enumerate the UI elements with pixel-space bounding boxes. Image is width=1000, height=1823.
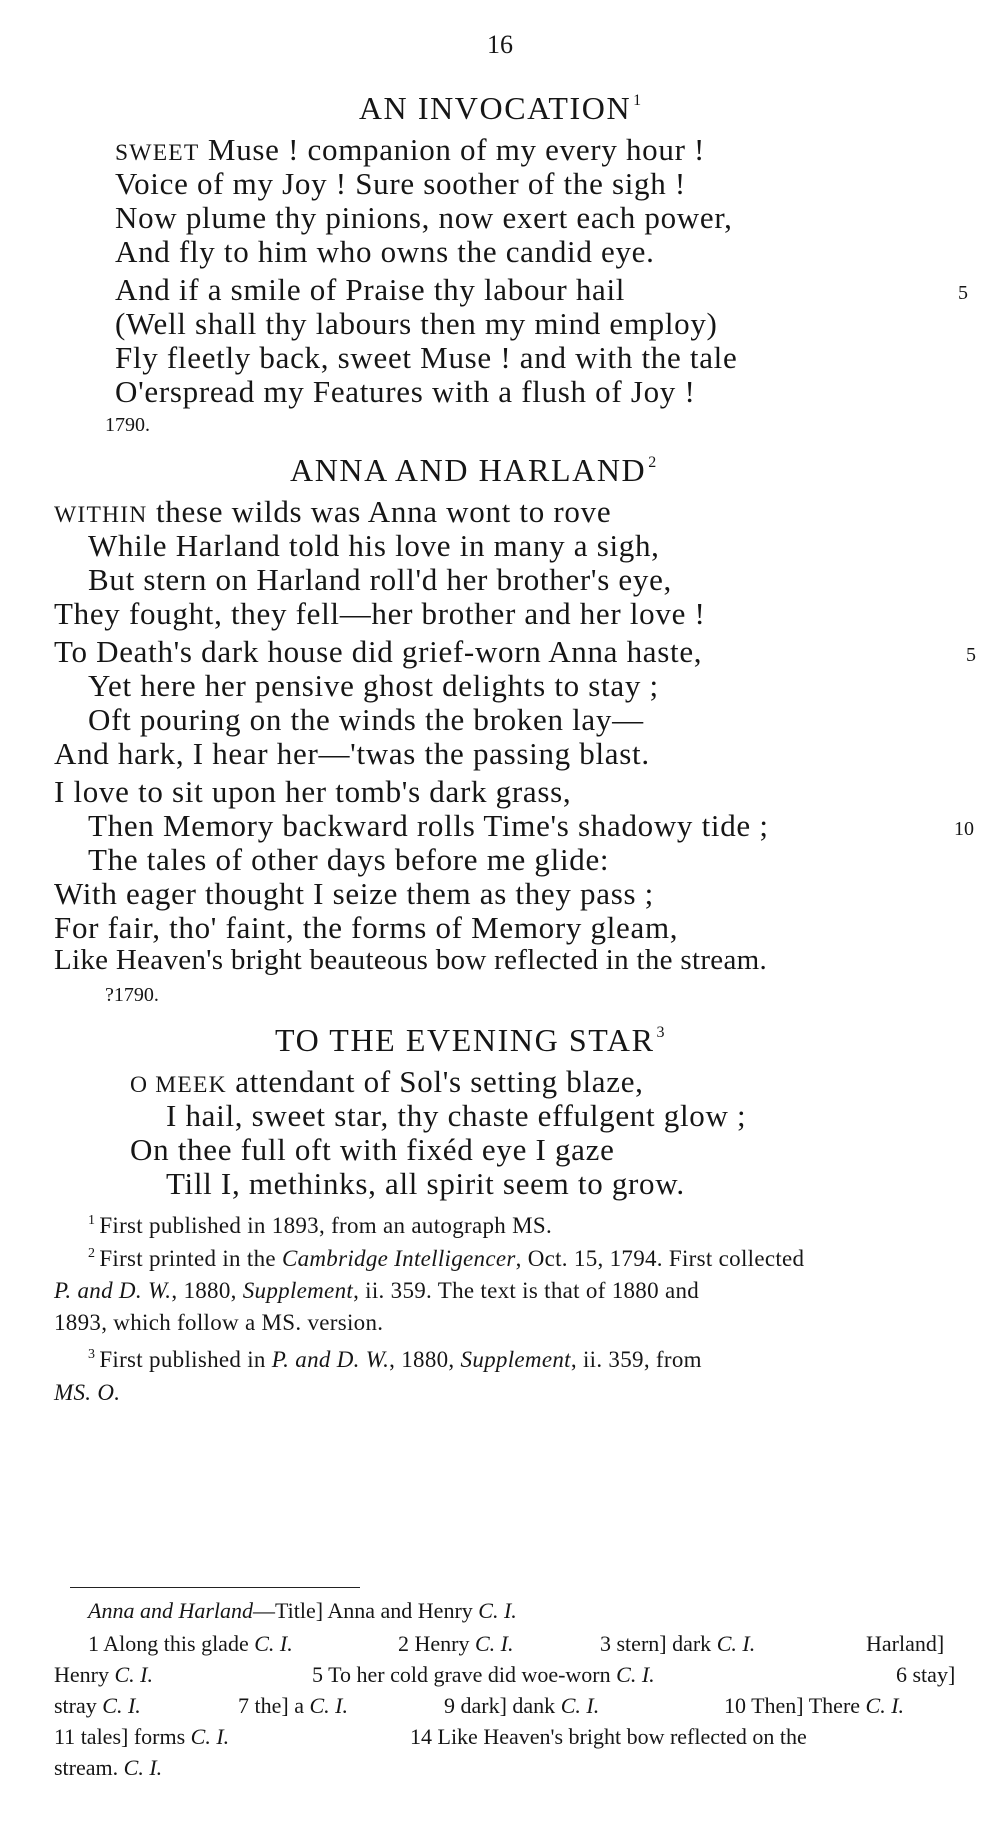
poem1-line-1: SWEET Muse ! companion of my every hour ! (115, 132, 706, 167)
footnote-2-line-3: 1893, which follow a MS. version. (54, 1310, 384, 1335)
line-number: 5 (958, 282, 968, 304)
footnote-divider (70, 1587, 360, 1588)
poem1-line-7: Fly fleetly back, sweet Muse ! and with the tale (115, 340, 738, 375)
poem2-line-9: I love to sit upon her tomb's dark grass, (54, 774, 572, 809)
poem-title-anna-and-harland: ANNA AND HARLAND $^2$ (290, 452, 657, 488)
poem2-line-7: Oft pouring on the winds the broken lay— (88, 702, 644, 737)
poem2-line-1: WITHIN these wilds was Anna wont to rove (54, 494, 612, 529)
poem2-date: ?1790. (105, 984, 159, 1006)
poem3-line-1: O MEEK attendant of Sol's setting blaze, (130, 1064, 644, 1099)
poem2-line-8: And hark, I hear her—'twas the passing blast. (54, 736, 650, 771)
footnote-ref-1: 1 (633, 92, 642, 109)
variant-stray: stray C. I. (54, 1693, 141, 1718)
footnote-2-line-1: $^2$ First printed in the Cambridge Intelligencer, Oct. 15, 1794. First collected (88, 1246, 805, 1271)
line-number: 10 (954, 818, 974, 840)
variant-henry: Henry C. I. (54, 1662, 153, 1687)
poem2-line-5: To Death's dark house did grief-worn Anna haste, (54, 634, 703, 669)
poem-title-to-the-evening-star: TO THE EVENING STAR $^3$ (275, 1022, 665, 1058)
poem2-line-12: With eager thought I seize them as they pass ; (54, 876, 654, 911)
variant-line-3: 3 stern] dark C. I. (600, 1631, 756, 1656)
poem2-line-13: For fair, tho' faint, the forms of Memory gleam, (54, 910, 679, 945)
poem3-line-4: Till I, methinks, all spirit seem to grow. (166, 1166, 685, 1201)
footnote-1: $^1$ First published in 1893, from an autograph MS. (88, 1213, 552, 1238)
line-number: 5 (966, 644, 976, 666)
footnote-ref-3: 3 (656, 1024, 665, 1041)
footnote-3-line-2: MS. O. (54, 1380, 121, 1405)
footnote-3-line-1: $^3$ First published in P. and D. W., 1880, Supplement, ii. 359, from (88, 1347, 702, 1372)
variant-line-harland: Harland] (866, 1631, 945, 1656)
variant-stream: stream. C. I. (54, 1755, 163, 1780)
variant-line-1: 1 Along this glade C. I. (88, 1631, 293, 1656)
poem2-line-2: While Harland told his love in many a sigh, (88, 528, 660, 563)
poem1-line-6: (Well shall thy labours then my mind employ) (115, 306, 718, 341)
variant-line-2: 2 Henry C. I. (398, 1631, 514, 1656)
page-number: 16 (487, 30, 513, 59)
variant-title: Anna and Harland—Title] Anna and Henry C. I. (88, 1598, 517, 1623)
poem2-line-4: They fought, they fell—her brother and her love ! (54, 596, 706, 631)
poem2-line-10: Then Memory backward rolls Time's shadowy tide ; (88, 808, 769, 843)
variant-line-7: 7 the] a C. I. (238, 1693, 348, 1718)
poem1-date: 1790. (105, 414, 150, 436)
footnote-ref-2: 2 (648, 454, 657, 471)
poem2-line-14: Like Heaven's bright beauteous bow reflected in the stream. (54, 944, 768, 976)
poem1-line-5: And if a smile of Praise thy labour hail (115, 272, 626, 307)
poem-title-an-invocation: AN INVOCATION $^1$ (358, 90, 642, 126)
variant-line-14: 14 Like Heaven's bright bow reflected on the (410, 1724, 807, 1749)
poem3-line-3: On thee full oft with fixéd eye I gaze (130, 1132, 615, 1167)
poem2-line-6: Yet here her pensive ghost delights to stay ; (88, 668, 659, 703)
poem1-line-2: Voice of my Joy ! Sure soother of the sigh ! (115, 166, 686, 201)
variant-line-6: 6 stay] (896, 1662, 956, 1687)
footnote-2-line-2: P. and D. W., 1880, Supplement, ii. 359. The text is that of 1880 and (54, 1278, 700, 1303)
poem1-line-4: And fly to him who owns the candid eye. (115, 234, 655, 269)
variant-line-11: 11 tales] forms C. I. (54, 1724, 230, 1749)
variant-line-10: 10 Then] There C. I. (724, 1693, 905, 1718)
poem1-line-3: Now plume thy pinions, now exert each power, (115, 200, 733, 235)
poem1-line-8: O'erspread my Features with a flush of Joy ! (115, 374, 696, 409)
poem2-line-11: The tales of other days before me glide: (88, 842, 610, 877)
poem3-line-2: I hail, sweet star, thy chaste effulgent glow ; (166, 1098, 747, 1133)
variant-line-5: 5 To her cold grave did woe-worn C. I. (312, 1662, 655, 1687)
variant-line-9: 9 dark] dank C. I. (444, 1693, 600, 1718)
poem2-line-3: But stern on Harland roll'd her brother's eye, (88, 562, 672, 597)
